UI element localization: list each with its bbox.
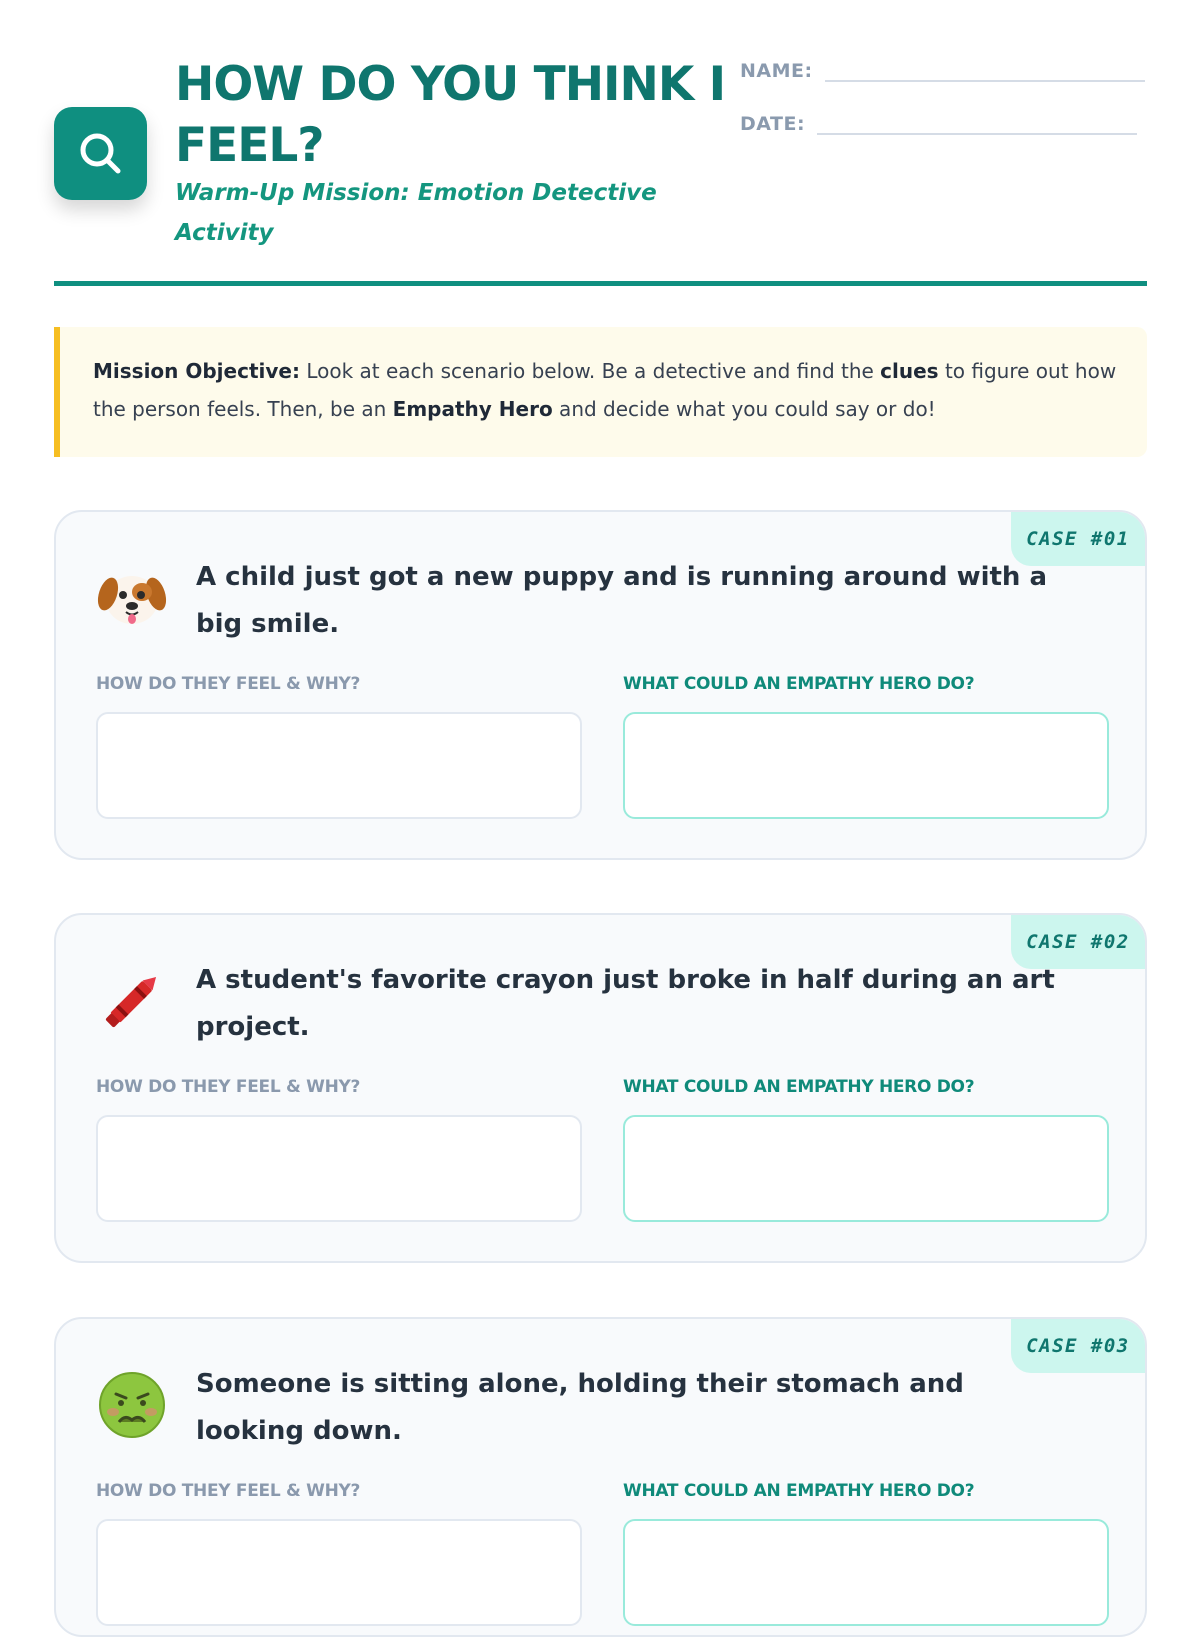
nauseated-face-icon: [94, 1367, 170, 1443]
feel-answer-box[interactable]: [96, 712, 582, 819]
objective-lead: Mission Objective:: [93, 359, 300, 383]
date-field: [740, 113, 1137, 135]
worksheet-header: [54, 0, 1147, 286]
case-scenario: A child just got a new puppy and is running around with a big smile.: [196, 562, 1048, 639]
page-title: HOW DO YOU THINK I FEEL?: [175, 57, 726, 173]
feel-question-label: HOW DO THEY FEEL & WHY?: [96, 1077, 361, 1097]
objective-text-1: Look at each scenario below. Be a detective and find the: [299, 359, 881, 383]
objective-text-2: to figure out how the person feels. Then, be an: [93, 359, 1117, 421]
search-icon: [54, 107, 147, 200]
worksheet-page: [54, 0, 1147, 1501]
case-scenario: Someone is sitting alone, holding their stomach and looking down.: [196, 1369, 964, 1446]
case-badge: CASE #02: [1011, 915, 1145, 969]
objective-text-3: and decide what you could say or do!: [552, 397, 936, 421]
puppy-face-icon: [94, 560, 170, 636]
name-input-line[interactable]: [825, 60, 1145, 82]
case-badge: CASE #01: [1011, 512, 1145, 566]
case-card: [54, 510, 1147, 860]
date-label: DATE:: [740, 113, 806, 135]
objective-clues: clues: [880, 359, 939, 383]
feel-answer-box[interactable]: [96, 1519, 582, 1626]
case-scenario: A student's favorite crayon just broke in half during an art project.: [196, 965, 1055, 1042]
mission-objective: [54, 327, 1147, 457]
hero-answer-box[interactable]: [623, 712, 1109, 819]
hero-answer-box[interactable]: [623, 1519, 1109, 1626]
hero-answer-box[interactable]: [623, 1115, 1109, 1222]
feel-question-label: HOW DO THEY FEEL & WHY?: [96, 1481, 361, 1501]
hero-question-label: WHAT COULD AN EMPATHY HERO DO?: [623, 674, 975, 694]
name-label: NAME:: [740, 60, 813, 82]
page-subtitle: Warm-Up Mission: Emotion Detective Activity: [175, 180, 657, 246]
hero-question-label: WHAT COULD AN EMPATHY HERO DO?: [623, 1077, 975, 1097]
case-card: [54, 913, 1147, 1263]
crayon-icon: [94, 963, 170, 1039]
objective-hero: Empathy Hero: [392, 397, 553, 421]
name-field: [740, 60, 1145, 82]
feel-question-label: HOW DO THEY FEEL & WHY?: [96, 674, 361, 694]
case-card: [54, 1317, 1147, 1637]
header-divider: [54, 281, 1147, 286]
feel-answer-box[interactable]: [96, 1115, 582, 1222]
date-input-line[interactable]: [817, 113, 1137, 135]
case-badge: CASE #03: [1011, 1319, 1145, 1373]
hero-question-label: WHAT COULD AN EMPATHY HERO DO?: [623, 1481, 975, 1501]
